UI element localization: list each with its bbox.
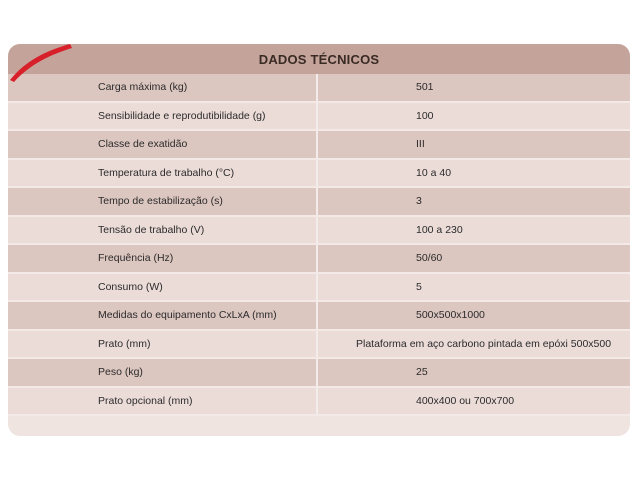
row-value: 10 a 40	[416, 166, 452, 179]
row-label: Tempo de estabilização (s)	[8, 188, 318, 215]
row-label: Sensibilidade e reprodutibilidade (g)	[8, 103, 318, 130]
table-row	[8, 217, 630, 246]
row-value: 50/60	[416, 252, 443, 265]
row-label: Temperatura de trabalho (°C)	[8, 160, 318, 187]
row-value: 100 a 230	[416, 223, 463, 236]
row-value: 100	[416, 109, 434, 122]
table-row	[8, 131, 630, 160]
red-swoosh-decoration	[8, 44, 88, 84]
table-header	[8, 44, 630, 74]
row-value: III	[416, 138, 425, 151]
row-label: Prato (mm)	[8, 331, 318, 358]
table-row	[8, 74, 630, 103]
row-value: 5	[416, 280, 422, 293]
row-label: Carga máxima (kg)	[8, 74, 318, 101]
row-value: 25	[416, 366, 428, 379]
row-value: Plataforma em aço carbono pintada em epóxi 500x500	[356, 337, 612, 350]
row-label: Frequência (Hz)	[8, 245, 318, 272]
row-label: Medidas do equipamento CxLxA (mm)	[8, 302, 318, 329]
spec-table	[8, 44, 630, 436]
table-row	[8, 302, 630, 331]
table-row	[8, 331, 630, 360]
table-row	[8, 388, 630, 417]
table-row	[8, 188, 630, 217]
row-label: Tensão de trabalho (V)	[8, 217, 318, 244]
table-title: DADOS TÉCNICOS	[258, 51, 380, 67]
row-label: Consumo (W)	[8, 274, 318, 301]
row-label: Prato opcional (mm)	[8, 388, 318, 415]
row-value: 501	[416, 81, 434, 94]
table-row	[8, 274, 630, 303]
row-value: 3	[416, 195, 422, 208]
table-row	[8, 160, 630, 189]
row-value: 500x500x1000	[416, 309, 485, 322]
row-label: Peso (kg)	[8, 359, 318, 386]
row-label: Classe de exatidão	[8, 131, 318, 158]
row-value: 400x400 ou 700x700	[416, 394, 515, 407]
table-row	[8, 359, 630, 388]
table-row	[8, 245, 630, 274]
table-row	[8, 103, 630, 132]
